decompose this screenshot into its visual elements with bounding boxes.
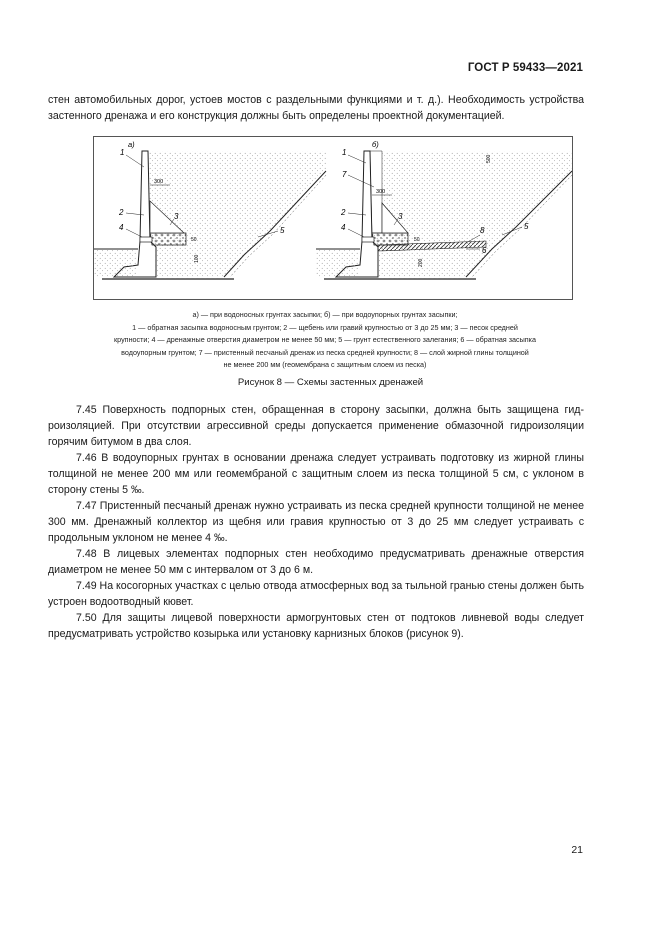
label-b-1: 1 xyxy=(342,148,347,157)
backfill-watertight-b xyxy=(364,151,572,277)
dim-b-300: 300 xyxy=(376,189,386,195)
front-soil-a xyxy=(94,250,136,277)
label-a-2: 2 xyxy=(119,208,124,217)
label-b-7: 7 xyxy=(342,170,347,179)
intro-paragraph xyxy=(48,92,584,124)
label-b-8: 8 xyxy=(480,226,485,235)
label-b-2: 2 xyxy=(341,208,346,217)
paragraph-7-45: 7.45 Поверхность подпорных стен, обращенная в сторону засыпки, должна быть защищена гидроизоляцией. При отсутствии агрессивной среды допускается применение обмазочной гидроизоляции горячим битумом в два слоя. xyxy=(48,404,584,448)
intro-text: стен автомобильных дорог, устоев мостов с раздельными функциями и т. д.). Необходимость устройства застенного дренажа и его конструкция должны быть определены проектной документацией. xyxy=(48,94,584,122)
panel-b-label: б) xyxy=(372,140,379,149)
label-a-5: 5 xyxy=(280,226,285,235)
label-b-3: 3 xyxy=(398,212,403,221)
paragraph-7-47: 7.47 Пристенный песчаный дренаж нужно устраивать из песка средней крупности толщиной не менее 300 мм. Дренажный коллектор из щебня или гравия крупностью от 3 до 25 мм следует устраивать с продольным уклоном не менее 4 ‰. xyxy=(48,500,584,544)
paragraph-7-46: 7.46 В водоупорных грунтах в основании дренажа следует устраивать подготовку из жирной глины толщиной не менее 200 мм или геомембраной с защитным слоем из песка толщиной 5 см, с уклоном в сторону стены 5 ‰. xyxy=(48,452,584,496)
figure-legend xyxy=(60,309,590,372)
panel-a-label: a) xyxy=(128,140,135,149)
backfill-aquifer-a xyxy=(142,151,326,277)
legend-line: водоупорным грунтом; 7 — пристенный песчаный дренаж из песка средней крупности; 8 — слой жирной глины толщиной xyxy=(121,347,529,357)
dim-a-50: 50 xyxy=(191,237,197,243)
drain-hole-b xyxy=(362,237,374,242)
dim-a-300: 300 xyxy=(154,179,164,185)
label-a-1: 1 xyxy=(120,148,125,157)
paragraph-7-48: 7.48 В лицевых элементах подпорных стен необходимо предусматривать дренажные отверстия диаметром не менее 50 мм с интервалом от 3 до 6 м. xyxy=(48,548,584,576)
dim-b-200: 200 xyxy=(418,258,424,267)
gravel-collector-b xyxy=(372,233,408,245)
legend-line: крупности; 4 — дренажные отверстия диаметром не менее 50 мм; 5 — грунт естественного залегания; 6 — обратная засыпка xyxy=(114,335,536,345)
label-a-4: 4 xyxy=(119,223,124,232)
legend-line: не менее 200 мм (геомембрана с защитным слоем из песка) xyxy=(223,360,427,370)
legend-line: 1 — обратная засыпка водоносным грунтом; 2 — щебень или гравий крупностью от 3 до 25 мм; 3 — песок средней xyxy=(132,322,518,332)
paragraph-7-50: 7.50 Для защиты лицевой поверхности армогрунтовых стен от подтоков ливневой воды следует предусматривать устройство козырька или установку карнизных блоков (рисунок 9). xyxy=(48,612,584,640)
drain-hole-a xyxy=(140,237,152,242)
figure-caption: Рисунок 8 — Схемы застенных дренажей xyxy=(237,377,424,388)
legend-line: а) — при водоносных грунтах засыпки; б) — при водоупорных грунтах засыпки; xyxy=(192,310,458,319)
label-b-5: 5 xyxy=(524,222,529,231)
front-soil-b xyxy=(316,250,358,277)
label-b-6: 6 xyxy=(482,246,487,255)
dim-a-100: 100 xyxy=(194,254,200,263)
gravel-collector-a xyxy=(150,233,186,245)
label-b-4: 4 xyxy=(341,223,346,232)
label-a-3: 3 xyxy=(174,212,179,221)
dim-b-500: 500 xyxy=(486,154,492,163)
page-number: 21 xyxy=(571,844,583,856)
dim-b-50: 50 xyxy=(414,237,420,243)
scheme-b xyxy=(316,140,572,279)
drainage-figure xyxy=(93,136,573,300)
paragraph-7-49: 7.49 На косогорных участках с целью отвода атмосферных вод за тыльной гранью стены должен быть устроен водоотводный кювет. xyxy=(48,580,585,608)
document-standard-number: ГОСТ Р 59433—2021 xyxy=(467,62,583,74)
body-paragraphs xyxy=(48,402,584,642)
drainage-schemes-drawing xyxy=(94,137,572,299)
scheme-a xyxy=(94,140,326,279)
